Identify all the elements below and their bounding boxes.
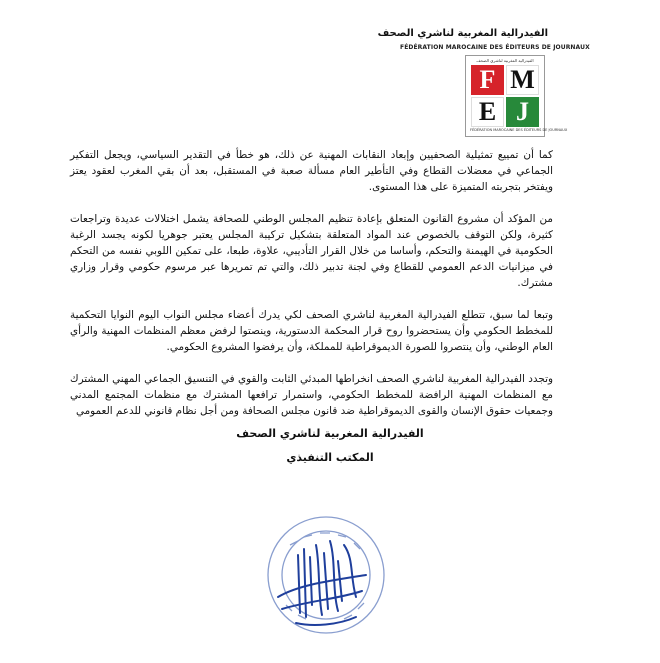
logo-letter-f: F (471, 65, 504, 95)
signature-office: المكتب التنفيذي (286, 451, 374, 464)
logo-letter-j: J (506, 97, 539, 127)
logo-letter-e: E (471, 97, 504, 127)
paragraph-1: كما أن تمييع تمثيلية الصحفيين وإبعاد النقابات المهنية عن ذلك، هو خطأ في التقدير السياسي، ويجعل التفكير الجماعي في معضلات القطاع وفي التأطير العام مسألة صعبة في المستقبل، بعد أن بقي المغرب لعقود يعتز ويفتخر بتجربته المتميزة على هذا المستوى. (70, 149, 553, 193)
header-org-arabic: الفيدرالية المغربية لناشري الصحف (377, 28, 548, 39)
header-org-french: FÉDÉRATION MAROCAINE DES ÉDITEURS DE JOURNAUX (400, 44, 590, 51)
stamp-signature-icon (238, 505, 398, 640)
logo-letter-m: M (506, 65, 539, 95)
logo-top-text: الفيدرالية المغربية لناشري الصحف (476, 58, 534, 63)
fmej-logo (465, 55, 568, 137)
signature-org: الفيدرالية المغربية لناشري الصحف (236, 427, 424, 440)
paragraph-4: وتجدد الفيدرالية المغربية لناشري الصحف انخراطها المبدئي الثابت والقوي في التنسيق الجماعي المهني المشترك مع المنظمات المهنية الرافضة للمخطط الحكومي، واستمرار ترافعها المشترك مع منظمات المجتمع المدني وجمعيات حقوق الإنسان والقوى الديموقراطية ضد قانون مجلس الصحافة ومن أجل نظام قانوني للدعم العمومي (70, 373, 553, 417)
paragraph-3: وتبعا لما سبق، تتطلع الفيدرالية المغربية لناشري الصحف لكي يدرك أعضاء مجلس النواب اليوم النوايا التحكمية للمخطط الحكومي وأن يستحضروا روح قرار المحكمة الدستورية، وينصتوا لرفض معظم المنظمات المهنية والرأي العام الوطني، وأن ينتصروا للصورة الديموقراطية للمملكة، وأن يرفضوا المشروع الحكومي. (70, 309, 553, 353)
logo-bottom-text: FÉDÉRATION MAROCAINE DES ÉDITEURS DE JOURNAUX (470, 128, 568, 132)
paragraph-2: من المؤكد أن مشروع القانون المتعلق بإعادة تنظيم المجلس الوطني للصحافة يشمل اختلالات عديدة وتراجعات كثيرة، ولكن التوقف بالخصوص عند المواد المتعلقة بتشكيل تركيبة المجلس يعتبر جوهريا لكونه يجسد الرغبة الحكومية في الهيمنة والتحكم، وأساسا من خلال القرار التأديبي، علاوة، طبعا، على تمكين اللوبي نفسه من التحكم في ميزانيات الدعم العمومي للقطاع وفي لجنة تدبير ذلك، والتي تم تمريرها عبر مرسوم حكومي وقرار وزاري مشترك. (70, 213, 553, 289)
letter-body (70, 147, 553, 435)
